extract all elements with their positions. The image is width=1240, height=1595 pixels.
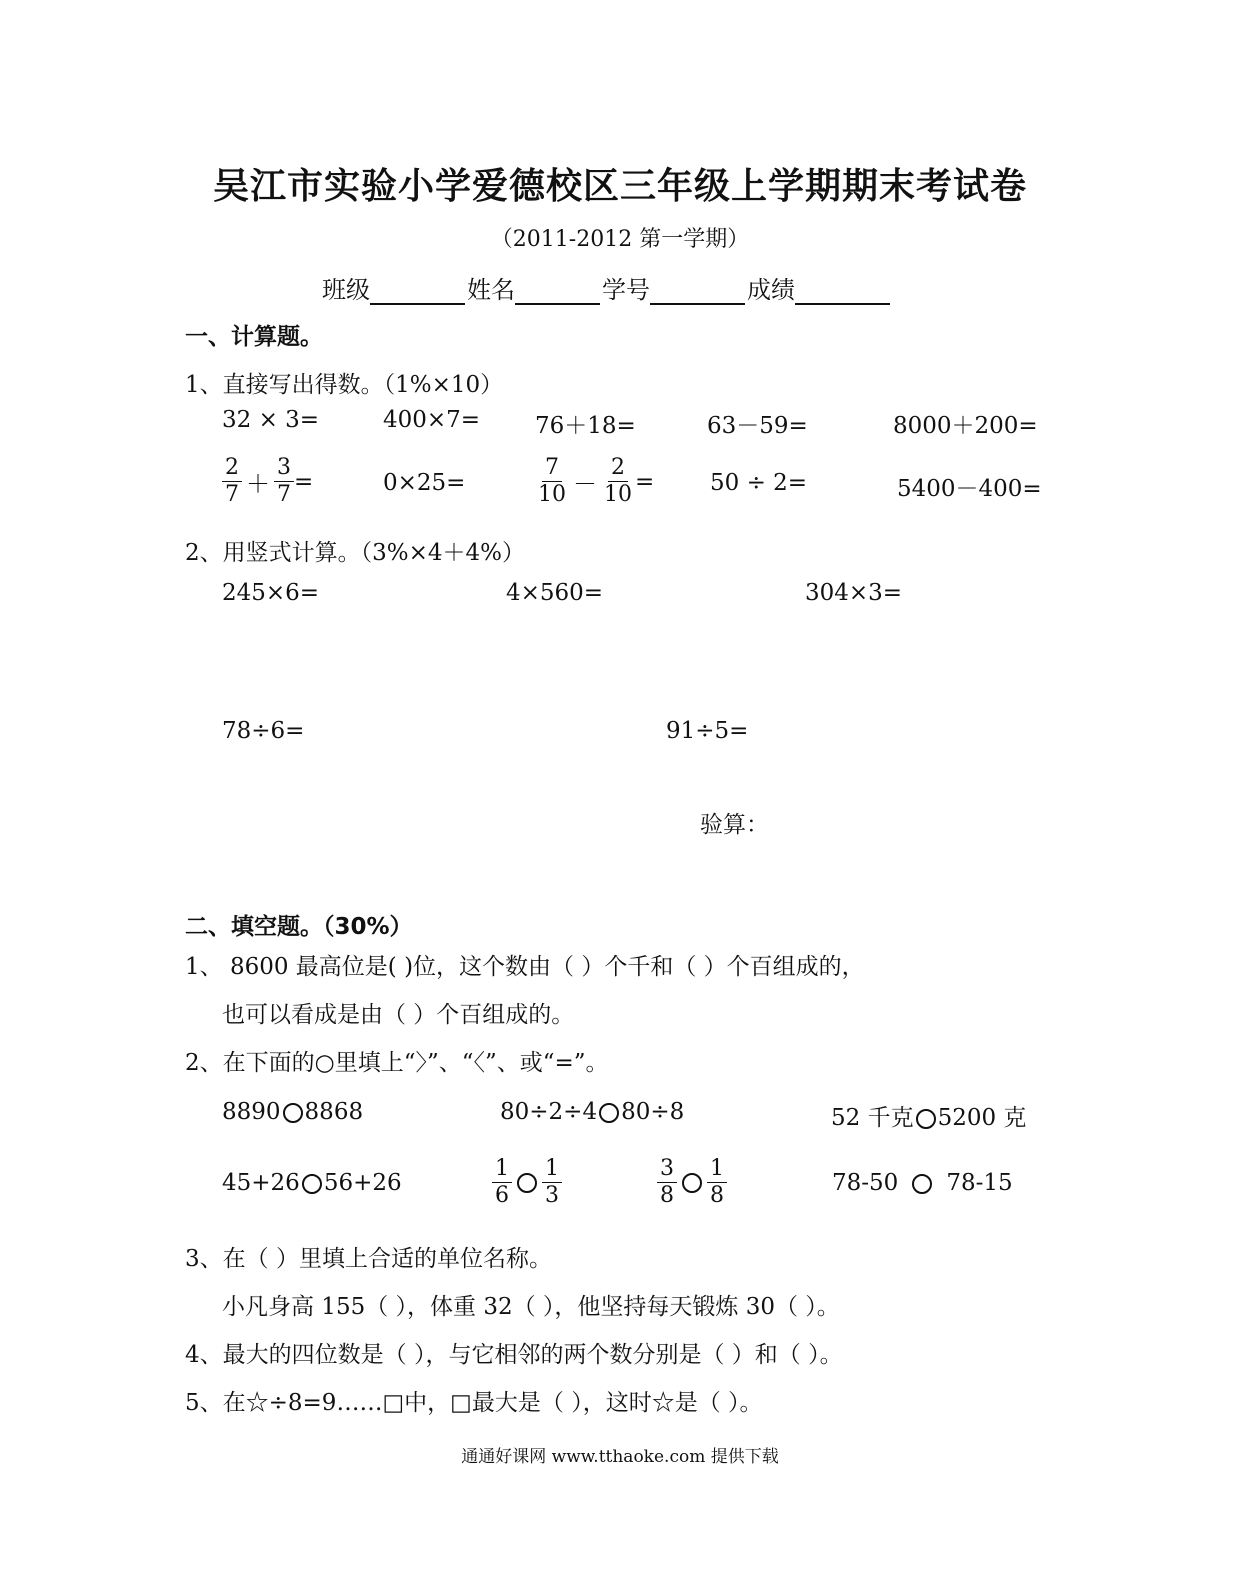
q2-label: 2、用竖式计算。（3%×4＋4%） <box>185 540 526 566</box>
class-label: 班级 <box>322 276 370 304</box>
vertical-calc-item: 4×560= <box>506 580 604 606</box>
compare-circle[interactable] <box>517 1173 537 1193</box>
check-label: 验算： <box>700 812 769 838</box>
compare-circle[interactable] <box>599 1103 619 1123</box>
fill-question-2: 2、在下面的○里填上“〉”、“〈”、或“=”。 <box>185 1050 609 1076</box>
vertical-calc-item: 91÷5= <box>666 718 749 744</box>
compare-item: 45+26 56+26 <box>222 1170 402 1196</box>
calc-item: 8000＋200= <box>893 413 1038 439</box>
calc-item: 32 × 3= <box>222 407 320 433</box>
compare-circle[interactable] <box>283 1103 303 1123</box>
score-blank[interactable] <box>795 277 890 305</box>
fraction: $\frac{2}{7}$ <box>222 455 242 508</box>
compare-item: 80÷2÷4 80÷8 <box>500 1099 685 1125</box>
fraction: $\frac{1}{3}$ <box>542 1156 562 1209</box>
fill-question-3-cont: 小凡身高 155（ ），体重 32（ ），他坚持每天锻炼 30（ ）。 <box>222 1294 840 1320</box>
class-blank[interactable] <box>370 277 465 305</box>
number-blank[interactable] <box>650 277 745 305</box>
vertical-calc-item: 304×3= <box>805 580 903 606</box>
calc-item: 0×25= <box>383 470 466 496</box>
page-title: 吴江市实验小学爱德校区三年级上学期期末考试卷 <box>212 166 1027 207</box>
compare-circle[interactable] <box>912 1174 932 1194</box>
vertical-calc-item: 245×6= <box>222 580 320 606</box>
fraction: $\frac{2}{10}$ <box>604 455 632 507</box>
page-footer: 通通好课网 www.tthaoke.com 提供下载 <box>461 1447 779 1467</box>
section1-heading: 一、计算题。 <box>185 324 323 350</box>
fill-question-4: 4、最大的四位数是（ ），与它相邻的两个数分别是（ ）和（ ）。 <box>185 1342 843 1368</box>
fraction: $\frac{3}{7}$ <box>274 455 294 508</box>
fraction: $\frac{7}{10}$ <box>538 455 566 507</box>
calc-item: 5400－400= <box>897 476 1042 502</box>
fill-question-1-cont: 也可以看成是由（ ）个百组成的。 <box>222 1002 575 1028</box>
name-label: 姓名 <box>467 276 515 304</box>
compare-item: 8890 8868 <box>222 1099 364 1125</box>
q1-label: 1、直接写出得数。（1%×10） <box>185 372 504 398</box>
fill-question-1: 1、 8600 最高位是( )位，这个数由（ ）个千和（ ）个百组成的， <box>185 954 865 980</box>
fraction: $\frac{3}{8}$ <box>657 1156 677 1209</box>
fraction: $\frac{1}{8}$ <box>707 1156 727 1209</box>
calc-item: 76＋18= <box>535 413 636 439</box>
vertical-calc-item: 78÷6= <box>222 718 305 744</box>
compare-circle[interactable] <box>916 1109 936 1129</box>
name-blank[interactable] <box>515 277 600 305</box>
page-subtitle: （2011-2012 第一学期） <box>490 227 750 252</box>
fill-question-5: 5、在☆÷8=9……□中，□最大是（ ），这时☆是（ ）。 <box>185 1390 763 1416</box>
compare-item: 52 千克 5200 克 <box>831 1105 1027 1131</box>
compare-item: 78-50 78-15 <box>832 1170 1013 1196</box>
calc-item: 63－59= <box>707 413 808 439</box>
score-label: 成绩 <box>747 276 795 304</box>
fraction-expression: $\frac{2}{7}$ ＋ $\frac{3}{7}$ = <box>222 455 313 508</box>
calc-item: 50 ÷ 2= <box>710 470 808 496</box>
compare-circle[interactable] <box>682 1173 702 1193</box>
fraction: $\frac{1}{6}$ <box>492 1156 512 1209</box>
compare-circle[interactable] <box>302 1174 322 1194</box>
compare-fraction-item <box>492 1156 562 1209</box>
calc-item: 400×7= <box>383 407 481 433</box>
section2-heading: 二、填空题。（30%） <box>185 914 413 940</box>
student-info-row <box>322 270 892 305</box>
fill-question-3: 3、在（ ）里填上合适的单位名称。 <box>185 1246 552 1272</box>
fraction-expression: $\frac{7}{10}$ － $\frac{2}{10}$ = <box>535 455 654 508</box>
number-label: 学号 <box>602 276 650 304</box>
compare-fraction-item <box>657 1156 727 1209</box>
